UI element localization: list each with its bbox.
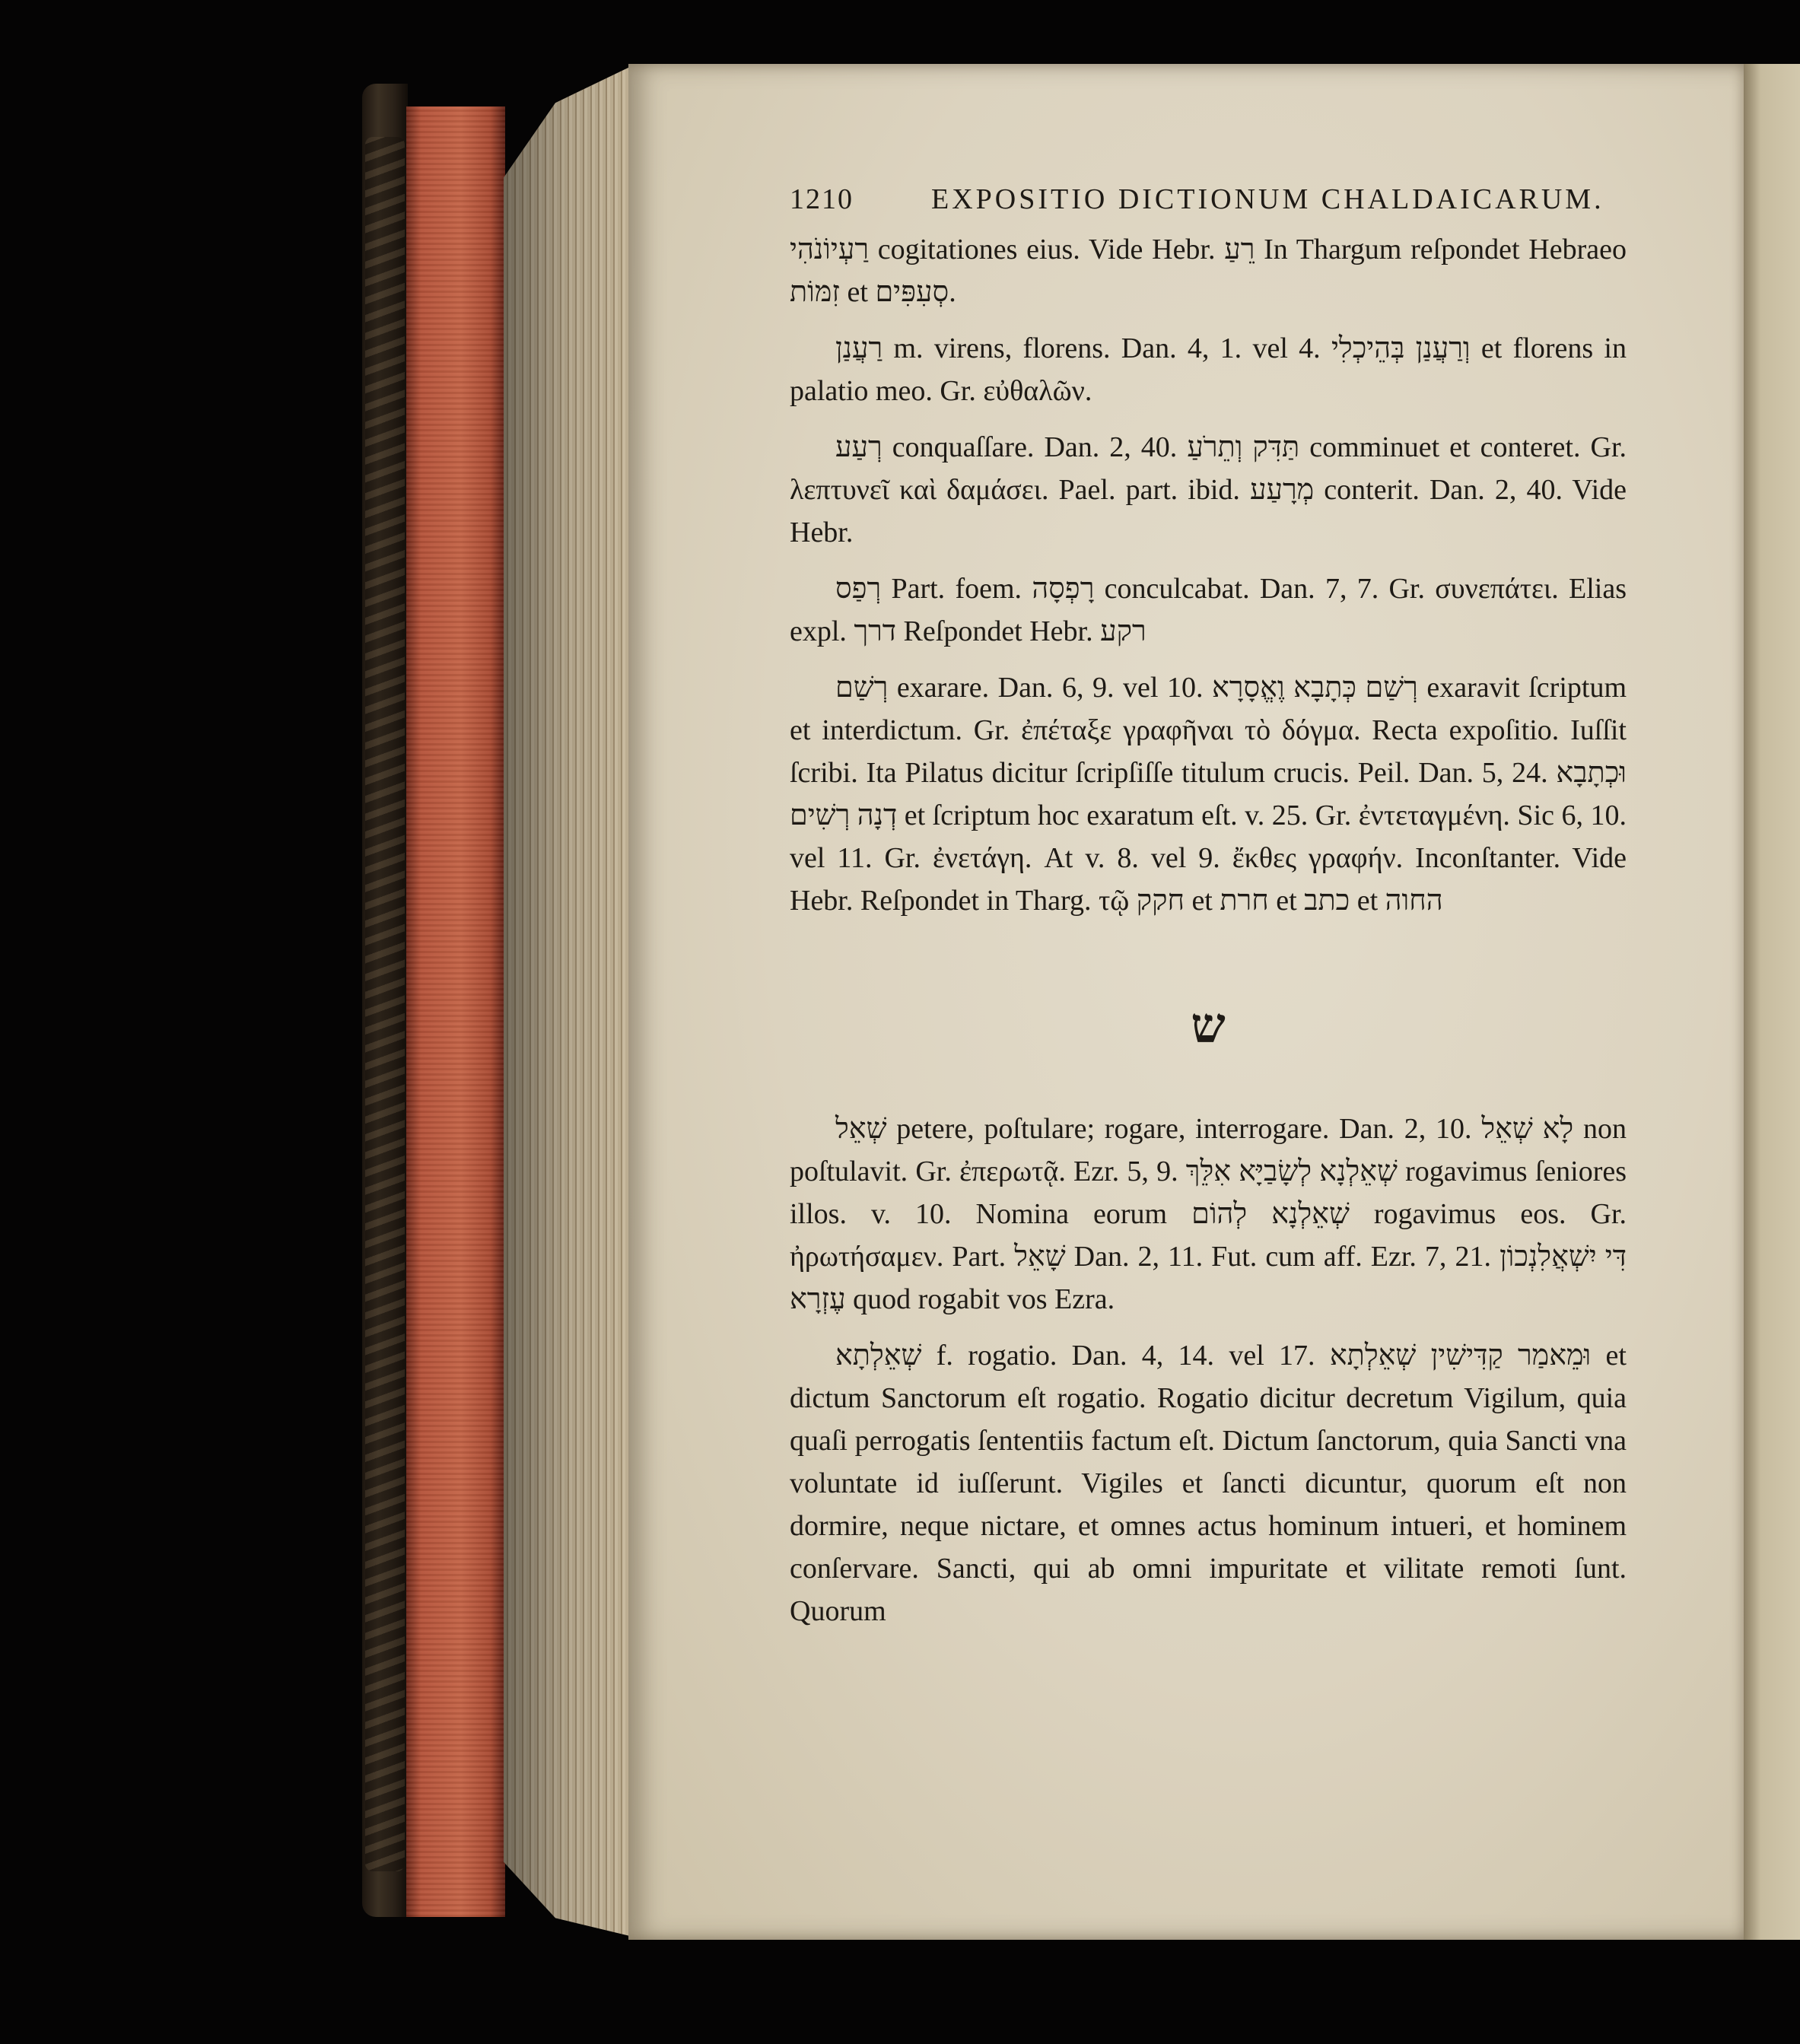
spine-leather-texture [365, 137, 405, 1871]
entry-text: רַעְיוֹנֹהִי cogitationes eius. Vide Hebr. רֵעַ In Thargum reſpondet Hebraeo זִמּוֹת et סְעִפִּים. [790, 234, 1627, 308]
running-title: EXPOSITIO DICTIONUM CHALDAICARUM. [931, 183, 1604, 215]
entry-text: רְשַׁם exarare. Dan. 6, 9. vel 10. רְשַׁם כְּתָבָא וֶאֱסָרָא exaravit ſcriptum et interdictum. Gr. ἐπέταξε γραφῆναι τὸ δόγμα. Recta expoſitio. Iuſſit ſcribi. Ita Pilatus dicitur ſcripſiſſe titulum crucis. Peil. Dan. 5, 24. וּכְתָבָא דְנָה רְשִׁים et ſcriptum hoc exaratum eſt. v. 25. Gr. ἐντεταγμένη. Sic 6, 10. vel 11. Gr. ἐνετάγη. At v. 8. vel 9. ἔκθες γραφήν. Inconſtanter. Vide Hebr. Reſpondet in Tharg. τῷ חקק et חרת et כתב et החוה [790, 672, 1627, 917]
entry-raayonohi [790, 228, 1627, 313]
facing-page-edge [1744, 64, 1800, 1940]
entry-text: שְׁאֵלְתָא f. rogatio. Dan. 4, 14. vel 17. וּמֵאמַר קַדִּישִׁין שְׁאֵלְתָא et dictum Sanctorum eſt rogatio. Rogatio dicitur decretum Vigilum, quia quaſi perrogatis ſententiis factum eſt. Dictum ſanctorum, quia Sancti vna voluntate id iuſſerunt. Vigiles et ſancti dicuntur, quorum eſt non dormire, neque nictare, et omnes actus hominum intueri, et hominem conſervare. Sancti, qui ab omni impuritate et vilitate remoti ſunt. Quorum [790, 1340, 1627, 1627]
entry-text: רְעַע conquaſſare. Dan. 2, 40. תַּדִּק וְתֵרֹעַ comminuet et conteret. Gr. λεπτυνεῖ καὶ δαμάσει. Pael. part. ibid. מְרָעַע conterit. Dan. 2, 40. Vide Hebr. [790, 431, 1627, 548]
entry-raanan [790, 327, 1627, 412]
page-stack-shadow [504, 65, 633, 1937]
red-page-edge-lines [406, 106, 505, 1917]
page-text-block [790, 183, 1627, 1646]
entry-text: שְׁאֵל petere, poſtulare; rogare, interrogare. Dan. 2, 10. לָא שְׁאֵל non poſtulavit. Gr. ἐπερωτᾷ. Ezr. 5, 9. שְׁאֵלְנָא לְשָׂבַיָּא אִלֵּךְ rogavimus ſeniores illos. v. 10. Nomina eorum שְׁאֵלְנָא לְהוֹם rogavimus eos. Gr. ἠρωτήσαμεν. Part. שָׁאֵל Dan. 2, 11. Fut. cum aff. Ezr. 7, 21. דִּי יִשְׁאֲלִנְכוֹן עֶזְרָא quod rogabit vos Ezra. [790, 1113, 1627, 1315]
running-head [790, 183, 1627, 216]
page-number: 1210 [790, 183, 854, 215]
entry-refas [790, 567, 1627, 653]
entry-text: רְפַס Part. foem. רָפְסָה conculcabat. Dan. 7, 7. Gr. συνεπάτει. Elias expl. דרך Reſpondet Hebr. רקע [790, 573, 1627, 647]
entry-text: רַעֲנַן m. virens, florens. Dan. 4, 1. vel 4. וְרַעֲנַן בְּהֵיכְלִי et florens in palatio meo. Gr. εὐθαλῶν. [790, 332, 1627, 407]
section-letter-heading: ש [1191, 999, 1226, 1053]
entry-resham [790, 666, 1627, 922]
entry-sheel [790, 1108, 1627, 1321]
entry-reaa [790, 426, 1627, 554]
entry-sheelta [790, 1334, 1627, 1632]
